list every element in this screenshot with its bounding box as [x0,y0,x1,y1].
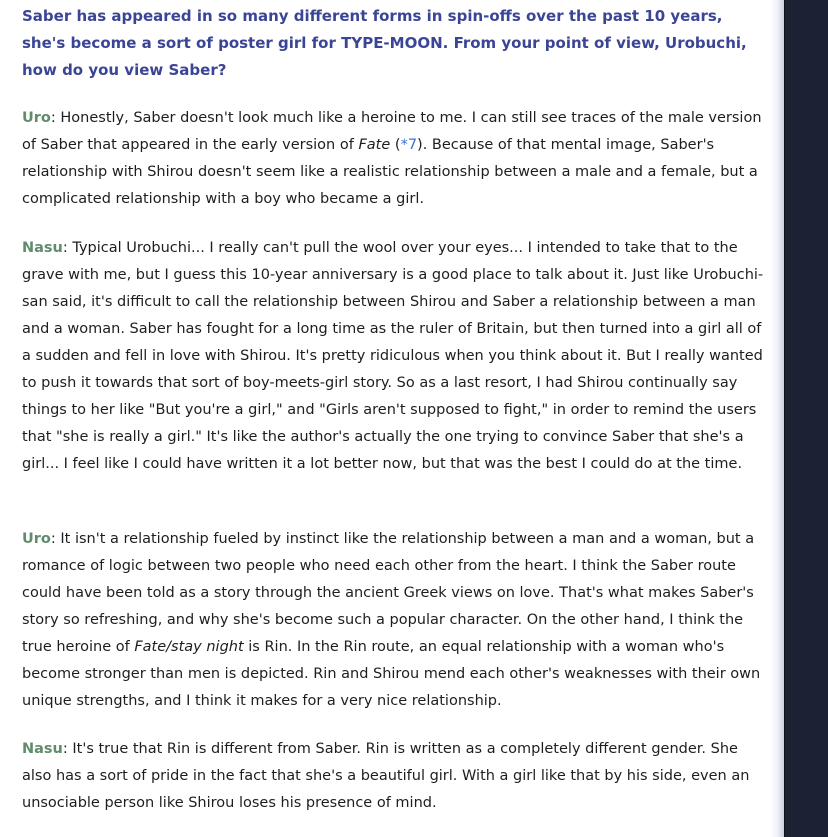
speaker-name: Uro [22,531,51,547]
speaker-name: Uro [22,110,51,126]
answer-text: : It isn't a relationship fueled by instinct like the relationship between a man and a woman, but a romance of logic between two people who need each other from the heart. I think the Saber route could have been told as a story through the ancient Greek views on love. That's what makes Saber's story so refreshing, and why she's become such a popular character. On the other hand, I think the true heroine of [22,531,755,655]
answer-nasu-2 [22,736,767,817]
footnote-link[interactable]: *7 [400,137,418,153]
answer-uro-1 [22,105,767,213]
interview-question: Saber has appeared in so many different forms in spin-offs over the past 10 years, she's become a sort of poster girl for TYPE-MOON. From your point of view, Urobuchi, how do you view Saber? [22,7,747,79]
speaker-name: Nasu [22,240,63,256]
answer-text: : Honestly, Saber doesn't look much like a heroine to me. I can still see traces of the male version of Saber that appeared in the early version of [22,110,762,153]
answer-text: ( [390,137,401,153]
answer-text: : It's true that Rin is different from Saber. Rin is written as a completely different gender. She also has a sort of pride in the fact that she's a beautiful girl. With a girl like that by his side, even an unsociable person like Shirou loses his presence of mind. [22,741,750,811]
answer-text: : Typical Urobuchi... I really can't pull the wool over your eyes... I intended to take that to the grave with me, but I guess this 10-year anniversary is a good place to talk about it. Just like Urobuchi-san said, it's difficult to call the relationship between Shirou and Saber a relationship between a man and a woman. Saber has fought for a long time as the ruler of Britain, but then turned into a girl all of a sudden and fell in love with Shirou. It's pretty ridiculous when you think about it. But I really wanted to push it towards that sort of boy-meets-girl story. So as a last resort, I had Shirou continually say things to her like "But you're a girl," and "Girls aren't supposed to fight," in order to remind the users that "she is really a girl." It's like the author's actually the one trying to convince Saber that she's a girl... I feel like I could have written it a lot better now, but that was the best I could do at the time. [22,240,764,472]
answer-uro-2 [22,526,767,715]
work-title: Fate/stay night [134,639,244,655]
dark-sidebar [784,0,828,837]
speaker-name: Nasu [22,741,63,757]
page-edge-shadow [770,0,784,837]
answer-nasu-1 [22,235,767,478]
work-title: Fate [358,137,391,153]
answer-text: is Rin. In the Rin route, an equal relationship with a woman who's become stronger than men is depicted. Rin and Shirou mend each other's weaknesses with their own unique strengths, and I think it makes for a very nice relationship. [22,639,761,709]
answer-text: ). Because of that mental image, Saber's relationship with Shirou doesn't seem like a realistic relationship between a male and a female, but a complicated relationship with a boy who became a girl. [22,137,758,207]
